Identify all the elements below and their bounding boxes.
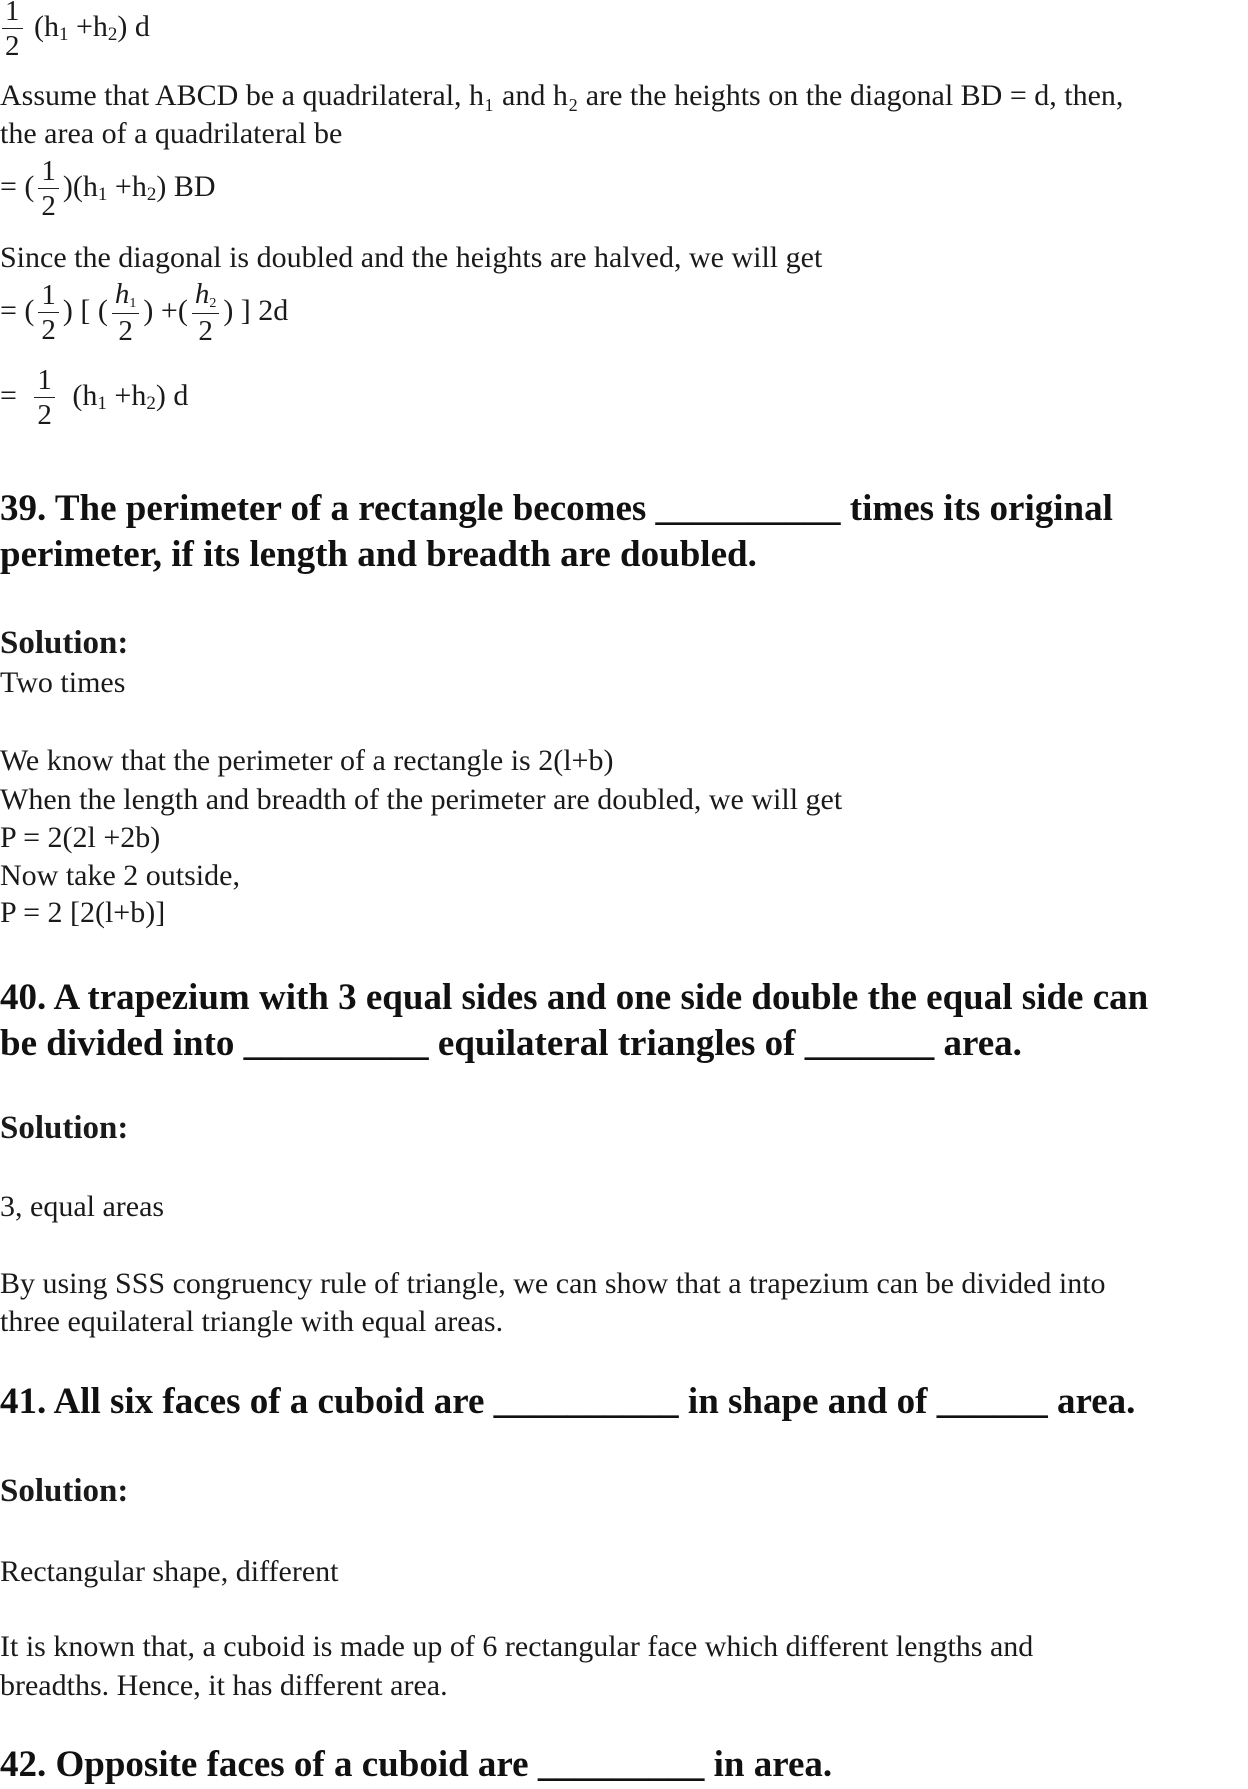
expr: +h xyxy=(107,169,147,203)
expr: +h xyxy=(106,378,147,412)
expr: [ ( xyxy=(80,293,108,327)
expr: (h xyxy=(34,9,59,43)
body-text: Now take 2 outside, xyxy=(0,859,240,892)
body-text: By using SSS congruency rule of triangle, we can show that a trapezium can be divided into xyxy=(0,1267,1106,1300)
paren: ( xyxy=(24,169,35,203)
expr: ) d xyxy=(155,378,189,412)
numerator: 1 xyxy=(2,0,23,29)
sub: 1 xyxy=(97,392,107,414)
expr: (h xyxy=(72,378,98,412)
solution-heading: Solution: xyxy=(0,625,129,661)
sub: 2 xyxy=(146,183,157,205)
sub: 1 xyxy=(129,296,137,311)
formula-area-bd xyxy=(0,157,216,221)
question-40-title: 40. A trapezium with 3 equal sides and one side double the equal side can xyxy=(0,977,1149,1018)
question-39-title: 39. The perimeter of a rectangle becomes __________ times its original xyxy=(0,488,1113,529)
solution-heading: Solution: xyxy=(0,1110,129,1146)
question-39-title: perimeter, if its length and breadth are doubled. xyxy=(0,534,757,575)
paren: ( xyxy=(24,293,35,327)
expr: (h xyxy=(72,169,98,203)
eq: = xyxy=(0,169,17,203)
sub: 2 xyxy=(146,392,156,414)
expr: ) ] 2d xyxy=(223,293,289,327)
question-40-title: be divided into __________ equilateral triangles of _______ area. xyxy=(0,1023,1022,1064)
body-text: When the length and breadth of the perimeter are doubled, we will get xyxy=(0,783,843,816)
sub: 1 xyxy=(59,23,69,45)
sub: 1 xyxy=(97,183,108,205)
numerator: h xyxy=(114,278,130,310)
solution-heading: Solution: xyxy=(0,1473,129,1509)
sub: 2 xyxy=(107,23,118,45)
body-text: It is known that, a cuboid is made up of 6 rectangular face which different lengths and xyxy=(0,1630,1034,1663)
body-text: breadths. Hence, it has different area. xyxy=(0,1669,448,1702)
numerator: 1 xyxy=(38,281,59,313)
question-42-title: 42. Opposite faces of a cuboid are _________ in area. xyxy=(0,1744,833,1785)
expr: ) d xyxy=(117,9,150,43)
numerator: 1 xyxy=(38,157,59,189)
body-text: We know that the perimeter of a rectangle is 2(l+b) xyxy=(0,744,614,777)
answer: Two times xyxy=(0,666,126,699)
eq: = xyxy=(0,293,17,327)
denominator: 2 xyxy=(198,315,213,347)
sub: 2 xyxy=(209,296,217,311)
question-41-title: 41. All six faces of a cuboid are __________ in shape and of ______ area. xyxy=(0,1381,1136,1422)
body-text: Assume that ABCD be a quadrilateral, h₁ and h₂ are the heights on the diagonal BD = d, then, xyxy=(0,79,1124,112)
formula-half-sum-heights xyxy=(0,0,150,61)
expr: +h xyxy=(68,9,108,43)
expr: ) BD xyxy=(156,169,216,203)
denominator: 2 xyxy=(118,315,133,347)
denominator: 2 xyxy=(37,399,52,431)
body-text: Since the diagonal is doubled and the heights are halved, we will get xyxy=(0,241,823,274)
answer: 3, equal areas xyxy=(0,1190,165,1223)
numerator: 1 xyxy=(34,366,55,398)
expr: ) +( xyxy=(143,293,188,327)
body-text: P = 2 [2(l+b)] xyxy=(0,896,166,929)
denominator: 2 xyxy=(41,314,56,346)
denominator: 2 xyxy=(41,190,56,222)
paren: ) xyxy=(62,293,73,327)
formula-halved-heights xyxy=(0,280,288,346)
answer: Rectangular shape, different xyxy=(0,1555,339,1588)
paren: ) xyxy=(62,169,73,203)
eq: = xyxy=(0,378,17,412)
body-text: P = 2(2l +2b) xyxy=(0,821,161,854)
numerator: h xyxy=(194,278,210,310)
denominator: 2 xyxy=(5,30,20,62)
formula-result xyxy=(0,366,188,430)
body-text: three equilateral triangle with equal areas. xyxy=(0,1305,504,1338)
body-text: the area of a quadrilateral be xyxy=(0,117,343,150)
